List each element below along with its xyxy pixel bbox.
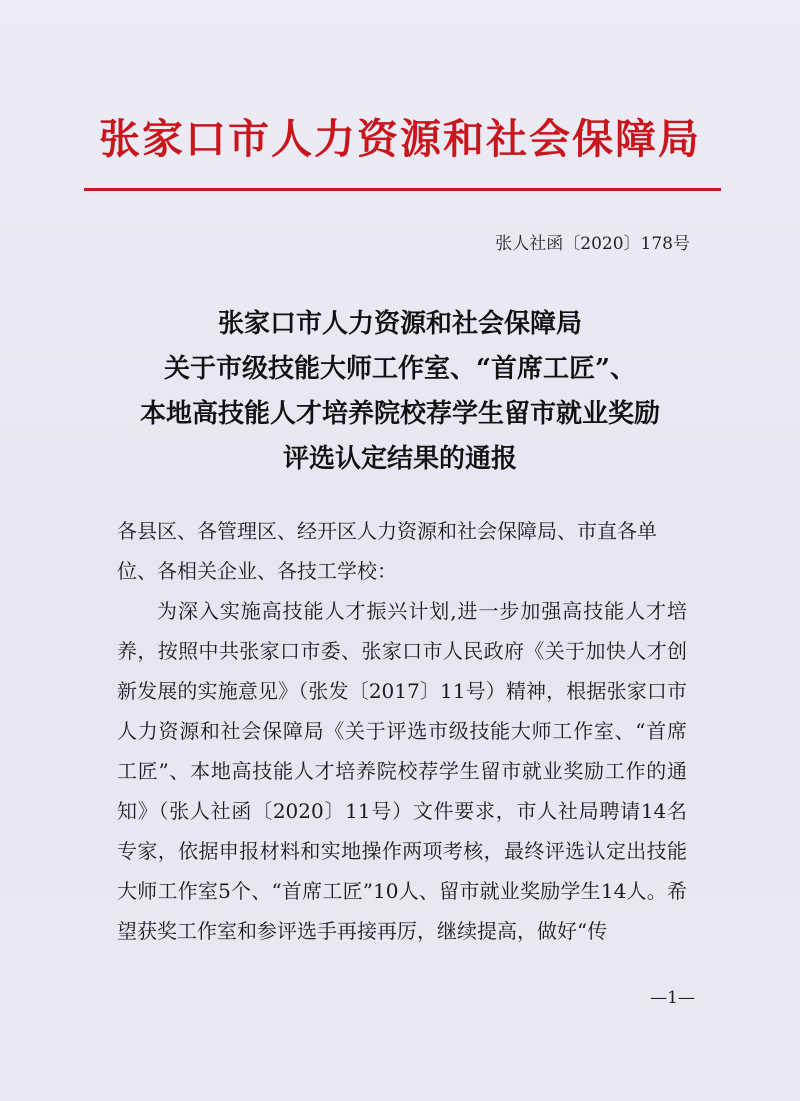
issuing-authority-header: 张家口市人力资源和社会保障局 — [99, 115, 701, 163]
document-number: 张人社函〔2020〕178号 — [495, 234, 690, 254]
title-line-1: 张家口市人力资源和社会保障局 — [217, 309, 582, 339]
header-red-rule — [84, 188, 721, 191]
page-number: —1— — [650, 988, 695, 1008]
document-title — [80, 302, 720, 482]
title-line-2: 关于市级技能大师工作室、“首席工匠”、 — [164, 354, 636, 384]
document-body — [117, 511, 687, 951]
title-line-4: 评选认定结果的通报 — [282, 444, 517, 474]
title-line-3: 本地高技能人才培养院校荐学生留市就业奖励 — [139, 399, 660, 429]
body-paragraph: 为深入实施高技能人才振兴计划,进一步加强高技能人才培养，按照中共张家口市委、张家口市人民政府《关于加快人才创新发展的实施意见》（张发〔2017〕11号）精神，根据张家口市人力资源和社会保障局《关于评选市级技能大师工作室、“首席工匠”、本地高技能人才培养院校荐学生留市就业奖励工作的通知》（张人社函〔2020〕11号）文件要求，市人社局聘请14名专家，依据申报材料和实地操作两项考核，最终评选认定出技能大师工作室5个、“首席工匠”10人、留市就业奖励学生14人。希望获奖工作室和参评选手再接再厉，继续提高，做好“传 — [117, 599, 687, 943]
addressee-line: 各县区、各管理区、经开区人力资源和社会保障局、市直各单位、各相关企业、各技工学校： — [117, 519, 657, 583]
